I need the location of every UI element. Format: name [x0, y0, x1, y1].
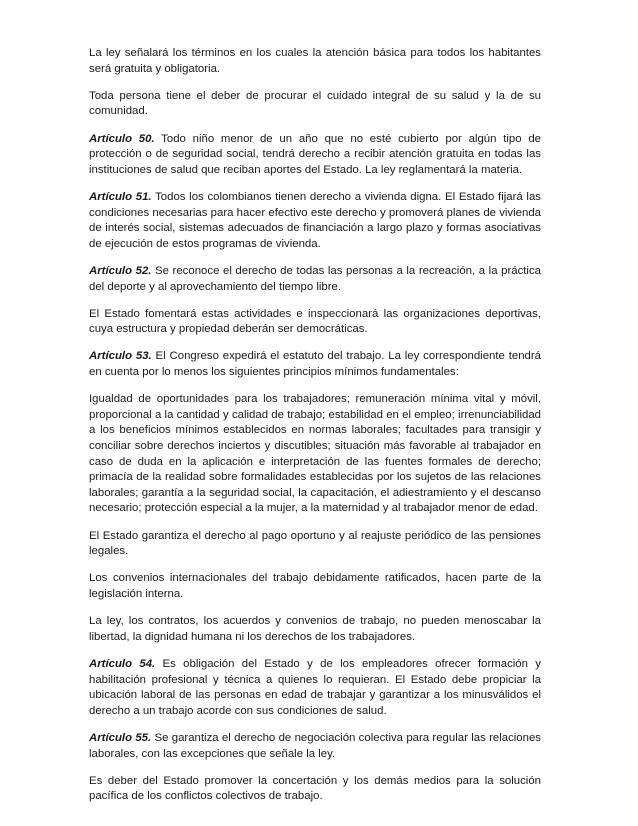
- paragraph-text: El Congreso expedirá el estatuto del trabajo. La ley correspondiente tendrá en cuenta por lo menos los siguientes principios mínimos fundamentales:: [89, 350, 542, 379]
- article-label: Artículo 53.: [89, 350, 152, 363]
- paragraph-text: La ley, los contratos, los acuerdos y convenios de trabajo, no pueden menoscabar la libertad, la dignidad humana ni los derechos de los trabajadores.: [89, 615, 541, 643]
- paragraph-text: Todo niño menor de un año que no esté cubierto por algún tipo de protección o de seguridad social, tendrá derecho a recibir atención gratuita en todas las instituciones de salud que reciban aportes del Estado. La ley reglamentará la materia.: [89, 132, 541, 176]
- paragraph-concertacion: [89, 774, 541, 805]
- paragraph-articulo-50: [89, 132, 541, 179]
- paragraph-text: Los convenios internacionales del trabajo debidamente ratificados, hacen parte de la legislación interna.: [89, 572, 541, 600]
- paragraph-articulo-52: [89, 264, 541, 295]
- article-label: Artículo 55.: [89, 731, 152, 744]
- paragraph-atencion-basica: [89, 46, 541, 77]
- paragraph-text: Es obligación del Estado y de los empleadores ofrecer formación y habilitación profesional y técnica a quienes lo requieran. El Estado debe propiciar la ubicación laboral de las personas en edad de trabajar y garantizar a los minusválidos el derecho a un trabajo acorde con sus condiciones de salud.: [89, 657, 541, 717]
- paragraph-articulo-55: [89, 731, 541, 762]
- paragraph-pensiones: [89, 529, 541, 560]
- paragraph-fomento-deporte: [89, 307, 541, 338]
- paragraph-text: Se reconoce el derecho de todas las personas a la recreación, a la práctica del deporte y al aprovechamiento del tiempo libre.: [89, 264, 541, 293]
- paragraph-text: La ley señalará los términos en los cuales la atención básica para todos los habitantes será gratuita y obligatoria.: [89, 47, 541, 75]
- paragraph-text: Es deber del Estado promover la concertación y los demás medios para la solución pacífica de los conflictos colectivos de trabajo.: [89, 774, 541, 803]
- paragraph-text: Se garantiza el derecho de negociación colectiva para regular las relaciones laborales, con las excepciones que señale la ley.: [89, 731, 541, 760]
- paragraph-text: Igualdad de oportunidades para los trabajadores; remuneración mínima vital y móvil, proporcional a la cantidad y calidad de trabajo; estabilidad en el empleo; irrenunciabilidad a los beneficios mínimos establecidos en normas laborales; facultades para transigir y conciliar sobre derechos inciertos y discutibles; situación más favorable al trabajador en caso de duda en la aplicación e interpretación de las fuentes formales de derecho; primacía de la realidad sobre formalidades establecidas por los sujetos de las relaciones laborales; garantía a la seguridad social, la capacitación, el adiestramiento y el descanso necesario; protección especial a la mujer, a la maternidad y al trabajador menor de edad.: [89, 393, 541, 515]
- article-label: Artículo 50.: [89, 132, 155, 145]
- article-label: Artículo 52.: [89, 264, 152, 277]
- paragraph-articulo-53: [89, 349, 541, 380]
- document-page: [89, 46, 541, 816]
- article-label: Artículo 51.: [89, 190, 152, 203]
- paragraph-articulo-54: [89, 657, 541, 719]
- article-label: Artículo 54.: [89, 657, 156, 670]
- paragraph-deber-salud: [89, 89, 541, 120]
- paragraph-text: El Estado fomentará estas actividades e inspeccionará las organizaciones deportivas, cuya estructura y propiedad deberán ser democráticas.: [89, 307, 541, 336]
- paragraph-text: Todos los colombianos tienen derecho a vivienda digna. El Estado fijará las condiciones necesarias para hacer efectivo este derecho y promoverá planes de vivienda de interés social, sistemas adecuados de financiación a largo plazo y formas asociativas de ejecución de estos programas de vivienda.: [89, 190, 541, 250]
- paragraph-contratos: [89, 614, 541, 645]
- paragraph-text: El Estado garantiza el derecho al pago oportuno y al reajuste periódico de las pensiones legales.: [89, 529, 541, 558]
- paragraph-text: Toda persona tiene el deber de procurar el cuidado integral de su salud y la de su comunidad.: [89, 89, 541, 118]
- paragraph-convenios: [89, 571, 541, 602]
- paragraph-principios-laborales: [89, 392, 541, 517]
- paragraph-articulo-51: [89, 190, 541, 252]
